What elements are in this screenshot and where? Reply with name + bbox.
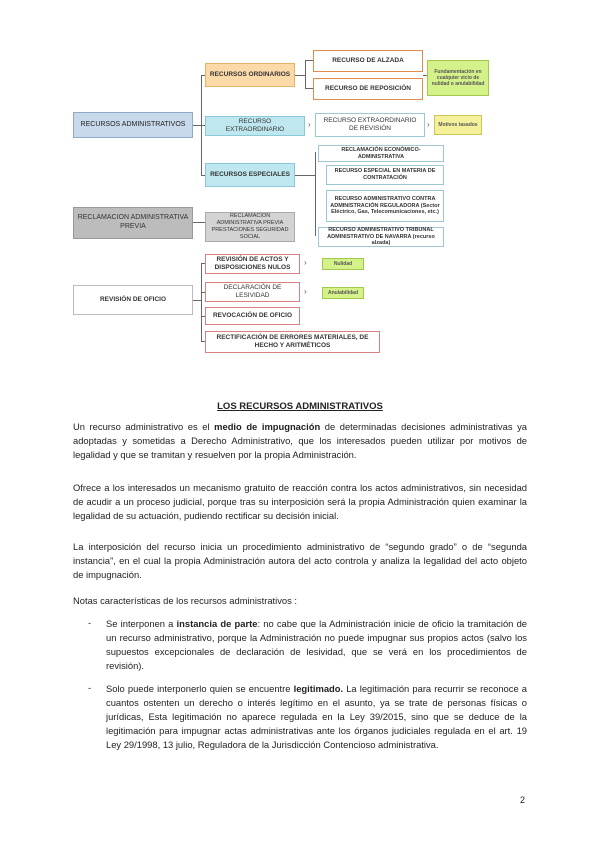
node-recursos-ordinarios: RECURSOS ORDINARIOS [205,63,295,87]
node-recursos-especiales: RECURSOS ESPECIALES [205,163,295,187]
node-recurso-extraordinario: RECURSO EXTRAORDINARIO [205,116,305,136]
bullet-marker-1: - [88,617,92,628]
node-motivos-tasados: Motivos tasados [434,115,482,135]
paragraph-3: La interposición del recurso inicia un procedimiento administrativo de “segundo grado” o de “segunda instancia”, en el cual la propia Administración autora del acto controla y analiza la legalidad del acto objeto de impugnación. [73,541,527,581]
node-recurso-alzada: RECURSO DE ALZADA [313,50,423,72]
b1-text-a: Se interponen a [106,618,177,629]
node-reclamacion-previa: RECLAMACION ADMINISTRATIVA PREVIA [73,207,193,239]
p1-bold: medio de impugnación [214,421,321,432]
node-revision-actos-nulos: REVISIÓN DE ACTOS Y DISPOSICIONES NULOS [205,254,300,274]
node-revision-oficio: REVISIÓN DE OFICIO [73,285,193,315]
node-anulabilidad: Anulabilidad [322,287,364,299]
b1-text-c: : no cabe que la Administración inicie de oficio la tramitación de un recurso administrativo, porque la Administración no puede impugnar sus propios actos (salvo los supuestos excepcionales de declaración de lesividad, que se verá en los procedimientos de revisión). [106,618,527,672]
p1-text-a: Un recurso administrativo es el [73,421,215,432]
page-title: LOS RECURSOS ADMINISTRATIVOS [217,401,383,412]
p1-text-c: de determinadas decisiones administrativas ya adoptadas y sometidas a Derecho Administrativo, que los interesados pueden utilizar por motivos de legalidad y que se tramitan y resuelven por la propia Administración. [73,421,527,461]
node-fundamentos-note: Fundamentación en cualquier vicio de nulidad o anulabilidad [427,60,489,96]
node-recurso-navarra: RECURSO ADMINISTRATIVO TRIBUNAL ADMINISTRATIVO DE NAVARRA (recurso alzada) [318,227,444,247]
node-reclamacion-previa-detail: RECLAMACION ADMINISTRATIVA PREVIA PRESTACIONES SEGURIDAD SOCIAL [205,212,295,242]
node-declaracion-lesividad: DECLARACIÓN DE LESIVIDAD [205,282,300,302]
b2-text-c: La legitimación para recurrir se reconoce a cuantos ostenten un derecho o interés legítimo en el asunto, ya se trate de personas físicas o jurídicas, Esta legitimación no aparece regulada en la Ley 39/2015, sino que se deduce de la legitimación para impugnar actas administrativas ante los órganos judiciales regulada en el art. 19 Ley 29/1998, 13 julio, Reguladora de la Jurisdicción Contencioso administrativa. [106,683,527,751]
node-recursos-administrativos: RECURSOS ADMINISTRATIVOS [73,112,193,138]
paragraph-1 [73,420,527,462]
b2-bold: legitimado. [293,683,344,694]
b2-text-a: Solo puede interponerlo quien se encuentre [106,683,294,694]
node-recurso-reposicion: RECURSO DE REPOSICIÓN [313,78,423,100]
node-recurso-extraordinario-revision: RECURSO EXTRAORDINARIO DE REVISIÓN [315,113,425,137]
node-reclamacion-economico: RECLAMACIÓN ECONÓMICO-ADMINISTRATIVA [318,145,444,162]
b1-bold: instancia de parte [176,618,258,629]
page-number: 2 [520,795,526,805]
paragraph-2: Ofrece a los interesados un mecanismo gratuito de reacción contra los actos administrativos, sin necesidad de acudir a un proceso judicial, porque tras su interposición será la propia Administración quien examinar la legalidad de su actuación, pudiendo rectificar su decisión inicial. [73,482,527,522]
bullet-item-2 [106,682,527,752]
paragraph-4: Notas características de los recursos administrativos : [73,595,298,606]
bullet-marker-2: - [88,682,92,693]
node-revocacion-oficio: REVOCACIÓN DE OFICIO [205,307,300,325]
node-nulidad: Nulidad [322,258,364,270]
node-rectificacion-errores: RECTIFICACIÓN DE ERRORES MATERIALES, DE HECHO Y ARITMÉTICOS [205,331,380,353]
bullet-item-1 [106,617,527,673]
node-recurso-contratacion: RECURSO ESPECIAL EN MATERIA DE CONTRATACIÓN [326,165,444,185]
node-recurso-reguladora: RECURSO ADMINISTRATIVO CONTRA ADMINISTRACIÓN REGULADORA (Sector Eléctrico, Gas, Telecomunicaciones, etc.) [326,190,444,222]
